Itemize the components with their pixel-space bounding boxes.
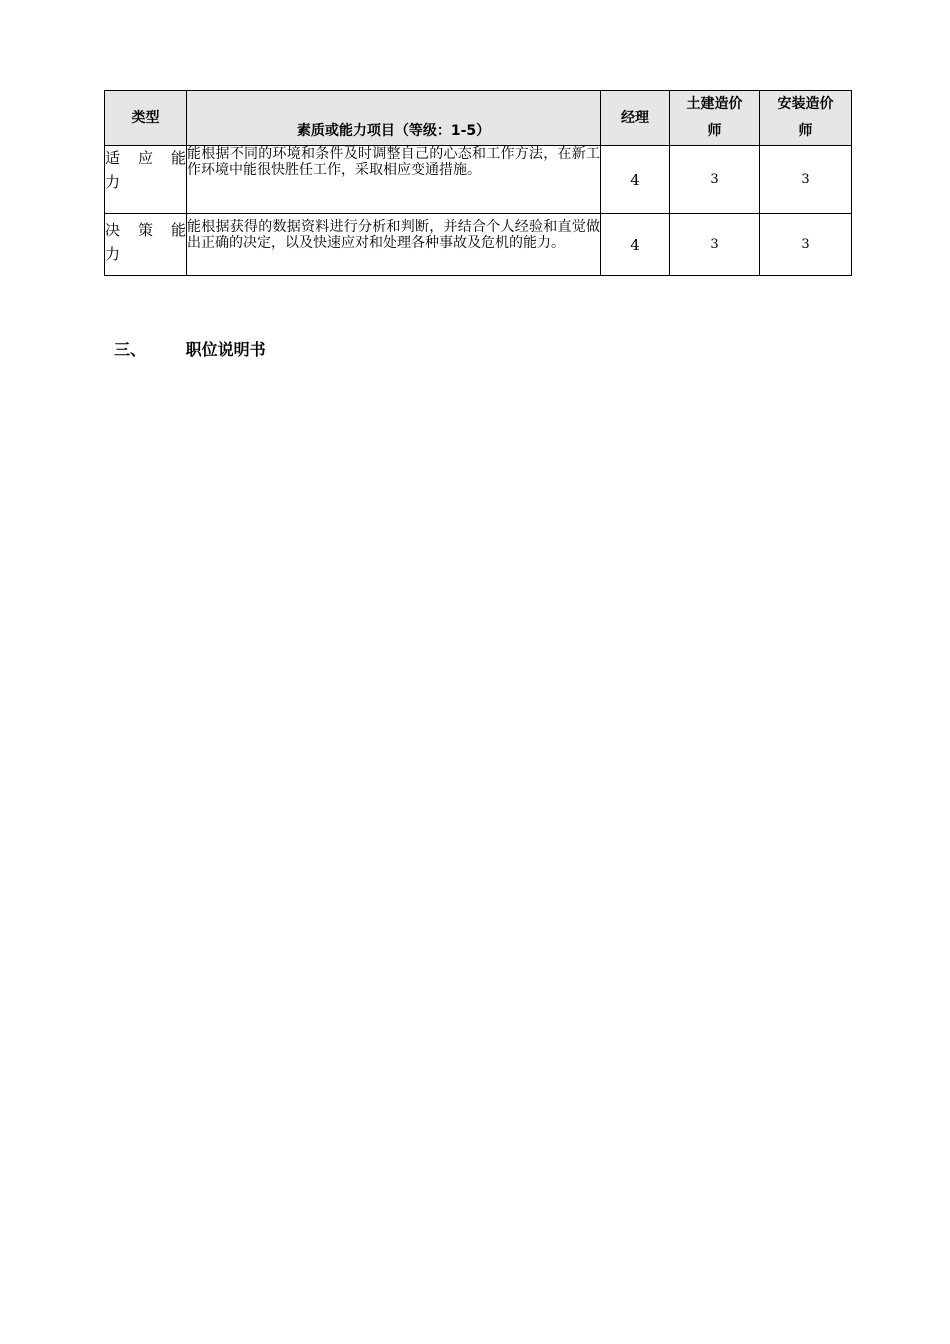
row-type-line2: 力 [105,245,121,263]
type-char: 能 [170,149,186,167]
header-type: 类型 [105,91,187,146]
row-civil-level: 3 [670,214,760,276]
table-row [105,214,852,276]
type-char: 决 [105,221,121,239]
row-install-level: 3 [760,146,852,214]
section-heading [114,337,266,360]
type-char: 策 [137,221,153,239]
row-install-level: 3 [760,214,852,276]
row-type-line1 [105,146,186,170]
type-char: 适 [105,149,121,167]
row-type-line1 [105,218,186,242]
row-type-cell [105,214,187,276]
table-header-row [105,91,852,146]
row-type-line2: 力 [105,173,121,191]
competency-table [104,90,852,276]
header-civil-line1: 土建造价 [686,96,743,112]
header-item: 素质或能力项目（等级：1-5） [187,91,601,146]
table-row [105,146,852,214]
row-description: 能根据不同的环境和条件及时调整自己的心态和工作方法，在新工作环境中能很快胜任工作，采取相应变通措施。 [187,146,601,214]
row-manager-level: 4 [601,146,670,214]
header-install-line1: 安装造价 [777,96,834,112]
row-type-cell [105,146,187,214]
type-char: 能 [170,221,186,239]
section-index: 三、 [114,340,147,359]
section-title: 职位说明书 [185,340,266,359]
type-char: 应 [137,149,153,167]
row-manager-level: 4 [601,214,670,276]
header-manager: 经理 [601,91,670,146]
header-civil-line2: 师 [707,123,722,139]
row-civil-level: 3 [670,146,760,214]
header-install-line2: 师 [798,123,813,139]
row-description: 能根据获得的数据资料进行分析和判断，并结合个人经验和直觉做出正确的决定，以及快速应对和处理各种事故及危机的能力。 [187,214,601,276]
header-install-cost-engineer [760,91,852,146]
header-civil-cost-engineer [670,91,760,146]
